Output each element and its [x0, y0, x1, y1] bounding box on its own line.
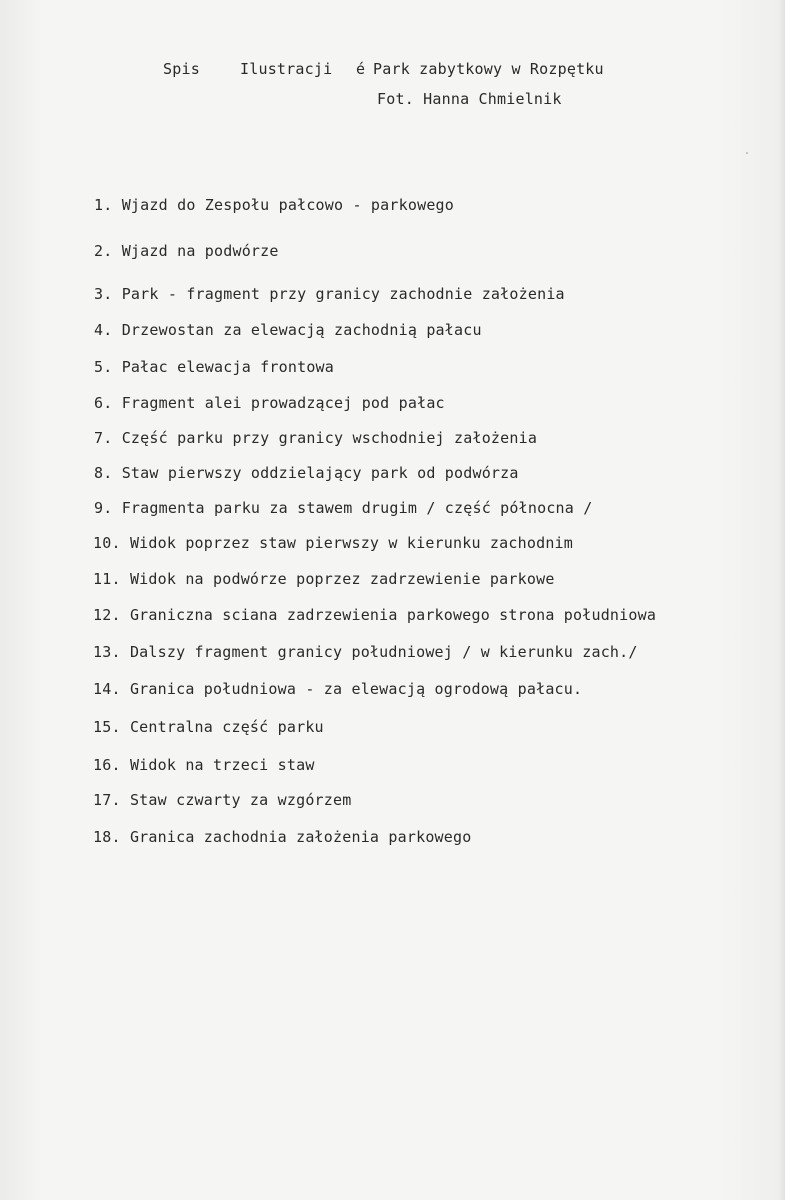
item-text: Część parku przy granicy wschodniej założenia [121, 429, 538, 447]
list-item [94, 321, 482, 339]
list-item [94, 285, 565, 303]
list-item [93, 756, 315, 774]
item-number: 17. [93, 791, 121, 809]
item-text: Widok poprzez staw pierwszy w kierunku zachodnim [129, 534, 574, 552]
item-text: Widok na trzeci staw [129, 756, 315, 774]
item-number: 12. [93, 606, 121, 624]
header-park-title: Park zabytkowy w Rozpętku [373, 60, 604, 78]
item-number: 14. [93, 680, 121, 698]
item-number: 1. [94, 196, 113, 214]
list-item [93, 643, 638, 661]
item-number: 7. [94, 429, 113, 447]
item-number: 10. [93, 534, 121, 552]
item-number: 15. [93, 718, 121, 736]
item-number: 3. [94, 285, 113, 303]
list-item [93, 680, 582, 698]
header-spis: Spis [163, 60, 200, 78]
item-number: 6. [94, 394, 113, 412]
list-item [94, 464, 519, 482]
item-number: 18. [93, 828, 121, 846]
header-mark: é [356, 60, 366, 78]
item-text: Fragment alei prowadzącej pod pałac [121, 394, 445, 412]
list-item [94, 358, 334, 376]
header-ilustracji: Ilustracji [240, 60, 333, 78]
page-edge-shadow [779, 0, 785, 1200]
item-text: Drzewostan za elewacją zachodnią pałacu [121, 321, 482, 339]
item-text: Granica zachodnia założenia parkowego [129, 828, 472, 846]
item-number: 2. [94, 242, 113, 260]
list-item [93, 828, 471, 846]
list-item [93, 718, 324, 736]
item-text: Pałac elewacja frontowa [121, 358, 335, 376]
item-number: 16. [93, 756, 121, 774]
item-text: Widok na podwórze poprzez zadrzewienie parkowe [129, 570, 555, 588]
item-number: 9. [94, 499, 113, 517]
list-item [94, 242, 279, 260]
item-number: 4. [94, 321, 113, 339]
item-number: 5. [94, 358, 113, 376]
item-text: Graniczna sciana zadrzewienia parkowego strona południowa [129, 606, 657, 624]
item-text: Staw czwarty za wzgórzem [129, 791, 352, 809]
item-text: Staw pierwszy oddzielający park od podwórza [121, 464, 519, 482]
list-item [94, 394, 445, 412]
list-item [94, 196, 454, 214]
header-photographer: Fot. Hanna Chmielnik [377, 90, 562, 108]
paper-speck [746, 152, 748, 154]
list-item [93, 570, 555, 588]
item-number: 8. [94, 464, 113, 482]
item-text: Fragmenta parku za stawem drugim / część północna / [121, 499, 593, 517]
item-text: Granica południowa - za elewacją ogrodową pałacu. [129, 680, 583, 698]
list-item [94, 499, 592, 517]
item-number: 13. [93, 643, 121, 661]
item-text: Wjazd do Zespołu pałcowo - parkowego [121, 196, 455, 214]
item-text: Centralna część parku [129, 718, 324, 736]
item-text: Park - fragment przy granicy zachodnie założenia [121, 285, 565, 303]
item-text: Dalszy fragment granicy południowej / w kierunku zach./ [129, 643, 638, 661]
list-item [93, 534, 573, 552]
item-text: Wjazd na podwórze [121, 242, 279, 260]
item-number: 11. [93, 570, 121, 588]
list-item [94, 429, 537, 447]
list-item [93, 606, 656, 624]
list-item [93, 791, 351, 809]
